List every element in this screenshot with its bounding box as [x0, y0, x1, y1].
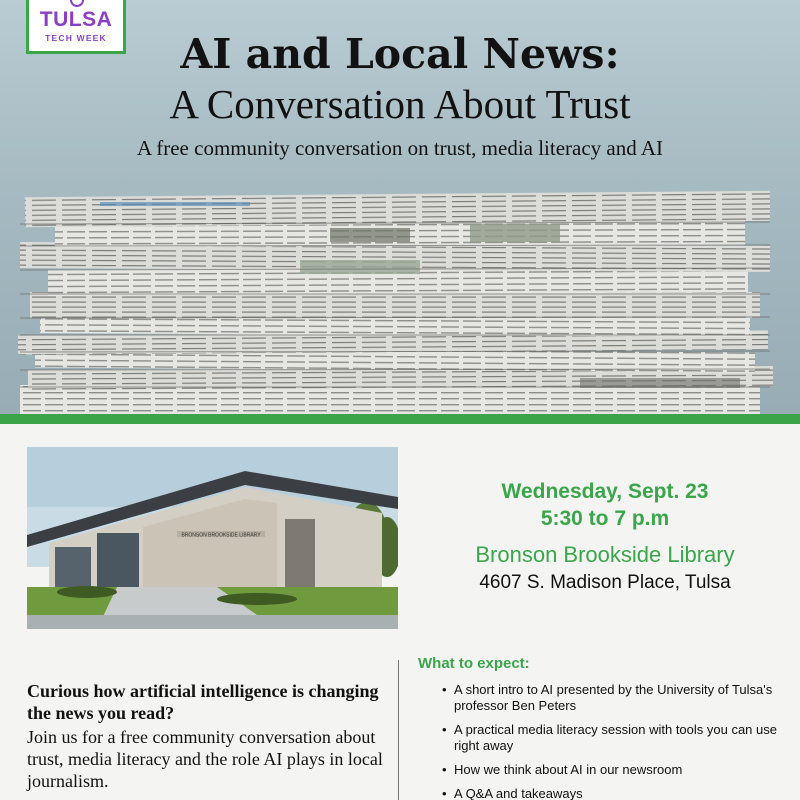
event-time: 5:30 to 7 p.m [540, 507, 670, 530]
event-date: Wednesday, Sept. 23 [501, 480, 709, 503]
intro-body: Join us for a free community conversation about trust, media literacy and the role AI plays in local journalism. [27, 727, 383, 791]
newspaper-stack-image [0, 180, 800, 414]
library-sign-text: BRONSON BROOKSIDE LIBRARY [181, 532, 261, 539]
page-subtitle: A free community conversation on trust, media literacy and AI [136, 136, 663, 160]
event-address: 4607 S. Madison Place, Tulsa [479, 572, 731, 593]
list-item: • How we think about AI in our newsroom [442, 762, 792, 778]
column-divider [398, 660, 399, 800]
logo-sub-text: TECH WEEK [45, 33, 107, 43]
green-divider-bar [0, 414, 800, 424]
intro-question: Curious how artificial intelligence is changing the news you read? [27, 681, 379, 723]
gear-icon [70, 0, 84, 7]
page-title-line2: A Conversation About Trust [169, 81, 631, 127]
page-title-line1: AI and Local News: [180, 30, 620, 78]
library-building-image [27, 447, 398, 629]
list-item: • A Q&A and takeaways [442, 786, 792, 800]
what-to-expect-heading: What to expect: [418, 655, 530, 672]
what-to-expect-list [442, 682, 792, 800]
logo-main-text: TULSA [39, 8, 113, 31]
event-venue: Bronson Brookside Library [475, 542, 735, 567]
list-item: • A short intro to AI presented by the University of Tulsa's professor Ben Peters [442, 682, 792, 714]
list-item: • A practical media literacy session with tools you can use right away [442, 722, 792, 754]
